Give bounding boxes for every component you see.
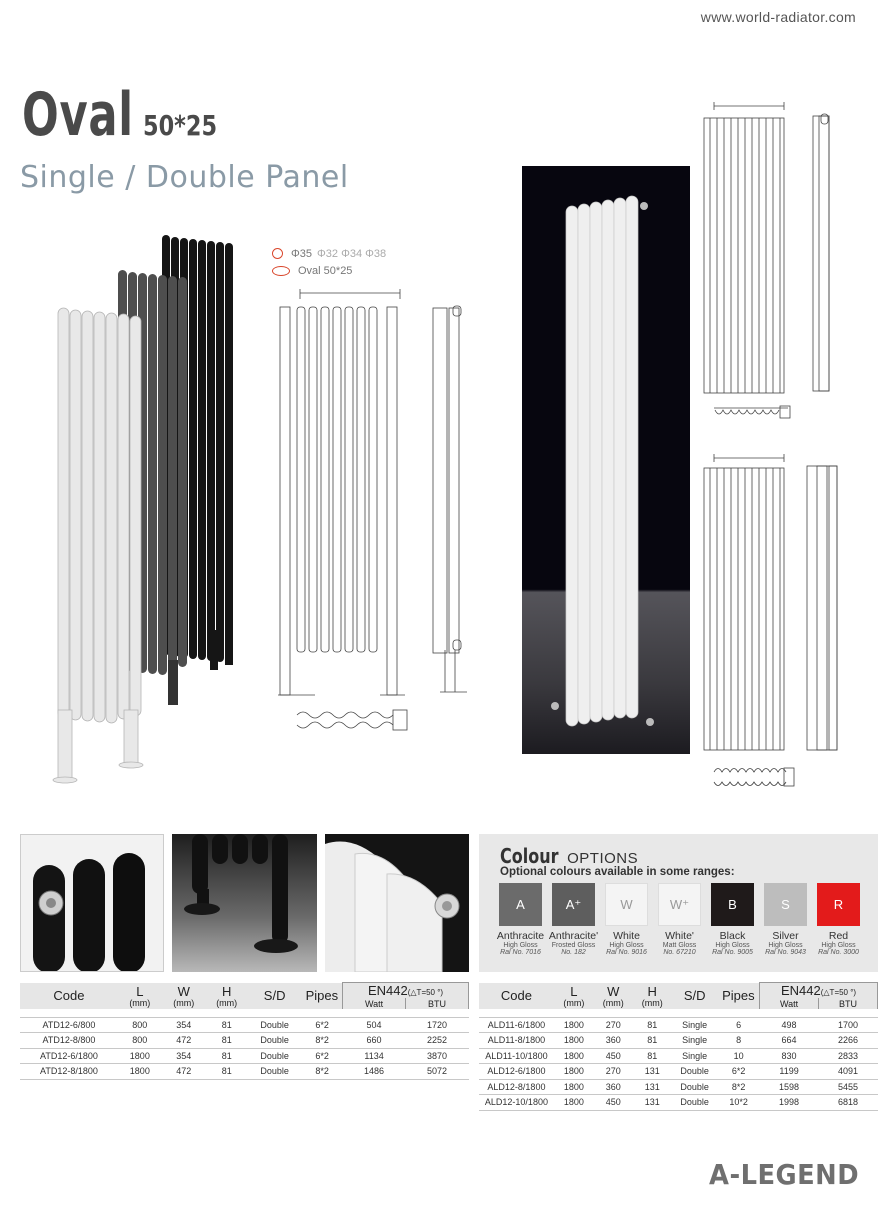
col-width-unit: (mm) <box>602 997 624 1008</box>
cell-sd: Double <box>672 1079 718 1095</box>
cell-sd: Double <box>248 1033 302 1049</box>
spacer-cell <box>118 1009 162 1017</box>
swatch-ral: Ral No. 3000 <box>818 949 859 956</box>
cell-code: ATD12-6/1800 <box>20 1048 118 1064</box>
side-technical-drawing <box>425 300 475 700</box>
col-height-label: H <box>222 983 232 999</box>
col-sd: S/D <box>672 983 718 1010</box>
swatch-color-box <box>499 883 542 926</box>
product-subtitle: Single / Double Panel <box>20 160 349 195</box>
oval-profile-icon <box>272 266 290 276</box>
cell-watt: 1598 <box>760 1079 819 1095</box>
cell-h: 81 <box>633 1017 672 1033</box>
cell-l: 1800 <box>118 1048 162 1064</box>
cell-pipes: 10 <box>718 1048 760 1064</box>
swatch-letter: R <box>833 897 844 912</box>
cell-l: 800 <box>118 1033 162 1049</box>
cell-h: 131 <box>633 1079 672 1095</box>
col-width-label: W <box>177 983 190 999</box>
cell-pipes: 8*2 <box>718 1079 760 1095</box>
cell-btu: 1720 <box>406 1017 469 1033</box>
cell-h: 81 <box>633 1033 672 1049</box>
website-url[interactable]: www.world-radiator.com <box>700 9 856 25</box>
cell-watt: 1998 <box>760 1095 819 1111</box>
cell-watt: 1486 <box>343 1064 406 1080</box>
colour-swatch[interactable] <box>658 883 701 956</box>
swatch-letter: B <box>728 897 737 912</box>
cell-watt: 830 <box>760 1048 819 1064</box>
cell-sd: Double <box>248 1064 302 1080</box>
col-height-label: H <box>647 983 657 999</box>
cell-l: 1800 <box>554 1079 594 1095</box>
swatch-letter: A⁺ <box>565 896 582 912</box>
colour-swatch-list <box>496 883 870 956</box>
swatch-ral: Ral No. 7016 <box>500 949 541 956</box>
col-length-label: L <box>570 983 578 999</box>
cell-w: 270 <box>594 1064 633 1080</box>
legend-round-main: Φ35 <box>291 247 313 260</box>
col-length <box>554 983 594 1010</box>
swatch-color-box <box>605 883 648 926</box>
spacer-cell <box>819 1009 878 1017</box>
table-row <box>20 1033 469 1049</box>
table-row <box>479 1064 878 1080</box>
col-length-label: L <box>136 983 144 999</box>
single-panel-side-drawing <box>805 110 840 400</box>
white-radiator-image <box>522 166 690 754</box>
col-code: Code <box>20 983 118 1010</box>
col-watt: Watt <box>760 998 819 1009</box>
cell-code: ALD11-10/1800 <box>479 1048 554 1064</box>
cell-sd: Single <box>672 1017 718 1033</box>
colour-title-bold: Colour <box>500 844 559 868</box>
cell-btu: 1700 <box>819 1017 878 1033</box>
cell-pipes: 8 <box>718 1033 760 1049</box>
legend-round-options: Φ32 Φ34 Φ38 <box>317 247 387 260</box>
cell-w: 360 <box>594 1079 633 1095</box>
table-row <box>479 1079 878 1095</box>
cell-h: 131 <box>633 1095 672 1111</box>
swatch-name: Silver <box>772 930 799 942</box>
pipe-profile-legend <box>272 245 386 279</box>
cell-h: 81 <box>633 1048 672 1064</box>
spacer-cell <box>302 1009 343 1017</box>
cell-pipes: 8*2 <box>302 1033 343 1049</box>
table-row <box>20 1017 469 1033</box>
table-row <box>479 1017 878 1033</box>
spacer-cell <box>20 1009 118 1017</box>
spacer-cell <box>594 1009 633 1017</box>
col-btu: BTU <box>819 998 878 1009</box>
black-feet-image <box>172 834 317 972</box>
swatch-finish: High Gloss <box>609 942 644 949</box>
cell-l: 1800 <box>554 1017 594 1033</box>
swatch-color-box <box>764 883 807 926</box>
swatch-finish: High Gloss <box>768 942 803 949</box>
cell-w: 472 <box>162 1064 206 1080</box>
cell-w: 472 <box>162 1033 206 1049</box>
cell-pipes: 6 <box>718 1017 760 1033</box>
col-en442 <box>343 983 469 999</box>
white-valve-image <box>325 834 469 972</box>
legend-oval-label: Oval 50*25 <box>298 264 353 277</box>
spacer-cell <box>343 1009 406 1017</box>
col-code: Code <box>479 983 554 1010</box>
round-profile-icon <box>272 248 283 259</box>
colour-options-title <box>500 844 638 868</box>
cell-l: 1800 <box>118 1064 162 1080</box>
cell-code: ATD12-8/1800 <box>20 1064 118 1080</box>
cell-watt: 504 <box>343 1017 406 1033</box>
table-row <box>479 1033 878 1049</box>
table-spacer-row <box>479 1009 878 1017</box>
cell-h: 81 <box>206 1048 248 1064</box>
detail-photo-white-valve <box>325 834 469 972</box>
swatch-letter: A <box>516 897 525 912</box>
col-height <box>633 983 672 1010</box>
spec-table-oval <box>479 982 878 1111</box>
cell-h: 131 <box>633 1064 672 1080</box>
cell-watt: 664 <box>760 1033 819 1049</box>
swatch-name: Anthracite <box>496 930 545 942</box>
swatch-name: White <box>613 930 640 942</box>
table-row <box>20 1064 469 1080</box>
swatch-name: White' <box>665 930 694 942</box>
colour-swatch[interactable] <box>548 883 599 956</box>
black-valve-image <box>21 835 164 972</box>
swatch-finish: Matt Gloss <box>662 942 697 949</box>
table-row <box>479 1095 878 1111</box>
colour-options-panel <box>479 834 878 972</box>
cell-pipes: 6*2 <box>718 1064 760 1080</box>
colour-options-subtitle: Optional colours available in some ranges: <box>500 866 735 878</box>
col-height <box>206 983 248 1010</box>
cell-pipes: 6*2 <box>302 1017 343 1033</box>
product-size: 50*25 <box>143 109 218 142</box>
en442-label: EN442 <box>367 983 408 998</box>
col-watt: Watt <box>343 998 406 1009</box>
swatch-finish: Frosted Gloss <box>551 942 596 949</box>
table-row <box>20 1048 469 1064</box>
colour-swatch[interactable] <box>605 883 648 956</box>
radiator-group-photo <box>50 230 240 790</box>
colour-swatch[interactable] <box>711 883 754 956</box>
cell-pipes: 6*2 <box>302 1048 343 1064</box>
cell-sd: Single <box>672 1033 718 1049</box>
swatch-ral: No. 67210 <box>663 949 696 956</box>
spacer-cell <box>718 1009 760 1017</box>
cell-l: 800 <box>118 1017 162 1033</box>
col-length-unit: (mm) <box>129 997 151 1008</box>
swatch-name: Black <box>719 930 746 942</box>
cell-l: 1800 <box>554 1048 594 1064</box>
colour-title-rest: OPTIONS <box>567 850 639 867</box>
cell-h: 81 <box>206 1064 248 1080</box>
cell-code: ALD11-8/1800 <box>479 1033 554 1049</box>
table-row <box>479 1048 878 1064</box>
col-pipes: Pipes <box>718 983 760 1010</box>
cell-watt: 498 <box>760 1017 819 1033</box>
cell-btu: 5072 <box>406 1064 469 1080</box>
spacer-cell <box>633 1009 672 1017</box>
cell-sd: Double <box>672 1064 718 1080</box>
detail-photo-black-feet <box>172 834 317 972</box>
cell-code: ALD12-6/1800 <box>479 1064 554 1080</box>
cell-btu: 2266 <box>819 1033 878 1049</box>
product-name: Oval <box>22 80 134 150</box>
cell-l: 1800 <box>554 1033 594 1049</box>
colour-swatch[interactable] <box>817 883 860 956</box>
cell-h: 81 <box>206 1033 248 1049</box>
col-pipes: Pipes <box>302 983 343 1010</box>
swatch-finish: High Gloss <box>715 942 750 949</box>
spacer-cell <box>672 1009 718 1017</box>
swatch-ral: Ral No. 9005 <box>712 949 753 956</box>
col-length-unit: (mm) <box>563 997 585 1008</box>
swatch-color-box <box>711 883 754 926</box>
cell-btu: 2252 <box>406 1033 469 1049</box>
cell-l: 1800 <box>554 1064 594 1080</box>
cell-sd: Single <box>672 1048 718 1064</box>
legend-oval <box>272 262 386 279</box>
product-title <box>22 80 236 150</box>
swatch-color-box <box>658 883 701 926</box>
table-spacer-row <box>20 1009 469 1017</box>
cell-btu: 2833 <box>819 1048 878 1064</box>
en442-label: EN442 <box>780 983 821 998</box>
cell-code: ATD12-8/800 <box>20 1033 118 1049</box>
cell-btu: 3870 <box>406 1048 469 1064</box>
cell-sd: Double <box>248 1048 302 1064</box>
col-width-unit: (mm) <box>173 997 195 1008</box>
cell-w: 270 <box>594 1017 633 1033</box>
col-btu: BTU <box>406 998 469 1009</box>
col-width <box>594 983 633 1010</box>
en442-note: (△T=50 °) <box>820 988 857 997</box>
cell-watt: 1199 <box>760 1064 819 1080</box>
swatch-finish: High Gloss <box>503 942 538 949</box>
col-width <box>162 983 206 1010</box>
cell-w: 354 <box>162 1048 206 1064</box>
swatch-ral: No. 182 <box>561 949 586 956</box>
cell-code: ALD12-8/1800 <box>479 1079 554 1095</box>
white-radiator-photo <box>522 166 690 754</box>
swatch-letter: S <box>781 897 790 912</box>
cell-sd: Double <box>672 1095 718 1111</box>
cell-code: ATD12-6/800 <box>20 1017 118 1033</box>
cell-code: ALD11-6/1800 <box>479 1017 554 1033</box>
col-height-unit: (mm) <box>641 997 663 1008</box>
cell-btu: 5455 <box>819 1079 878 1095</box>
swatch-finish: High Gloss <box>821 942 856 949</box>
spacer-cell <box>479 1009 554 1017</box>
cell-w: 360 <box>594 1033 633 1049</box>
cell-w: 354 <box>162 1017 206 1033</box>
swatch-color-box <box>817 883 860 926</box>
colour-swatch[interactable] <box>764 883 807 956</box>
swatch-letter: W⁺ <box>669 896 690 912</box>
swatch-color-box <box>552 883 595 926</box>
cell-btu: 6818 <box>819 1095 878 1111</box>
cell-l: 1800 <box>554 1095 594 1111</box>
col-length <box>118 983 162 1010</box>
cell-w: 450 <box>594 1095 633 1111</box>
spacer-cell <box>206 1009 248 1017</box>
col-height-unit: (mm) <box>216 997 238 1008</box>
cell-watt: 1134 <box>343 1048 406 1064</box>
legend-round <box>272 245 386 262</box>
brand-logo: A-LEGEND <box>708 1158 859 1191</box>
colour-swatch[interactable] <box>496 883 545 956</box>
cell-pipes: 10*2 <box>718 1095 760 1111</box>
detail-photo-black-valve <box>20 834 164 972</box>
cell-code: ALD12-10/1800 <box>479 1095 554 1111</box>
cell-h: 81 <box>206 1017 248 1033</box>
spec-table-double <box>20 982 469 1080</box>
spacer-cell <box>760 1009 819 1017</box>
swatch-ral: Ral No. 9043 <box>765 949 806 956</box>
cell-btu: 4091 <box>819 1064 878 1080</box>
cell-watt: 660 <box>343 1033 406 1049</box>
en442-note: (△T=50 °) <box>407 988 444 997</box>
col-width-label: W <box>607 983 620 999</box>
swatch-name: Red <box>828 930 849 942</box>
spacer-cell <box>554 1009 594 1017</box>
cell-pipes: 8*2 <box>302 1064 343 1080</box>
spacer-cell <box>248 1009 302 1017</box>
swatch-name: Anthracite' <box>548 930 599 942</box>
swatch-letter: W <box>620 897 633 912</box>
double-panel-front-drawing <box>700 450 800 795</box>
cell-sd: Double <box>248 1017 302 1033</box>
spacer-cell <box>162 1009 206 1017</box>
col-sd: S/D <box>248 983 302 1010</box>
swatch-ral: Ral No. 9016 <box>606 949 647 956</box>
front-technical-drawing <box>275 285 415 745</box>
cell-w: 450 <box>594 1048 633 1064</box>
spacer-cell <box>406 1009 469 1017</box>
col-en442 <box>760 983 878 999</box>
single-panel-front-drawing <box>700 98 800 423</box>
double-panel-side-drawing <box>803 462 843 757</box>
